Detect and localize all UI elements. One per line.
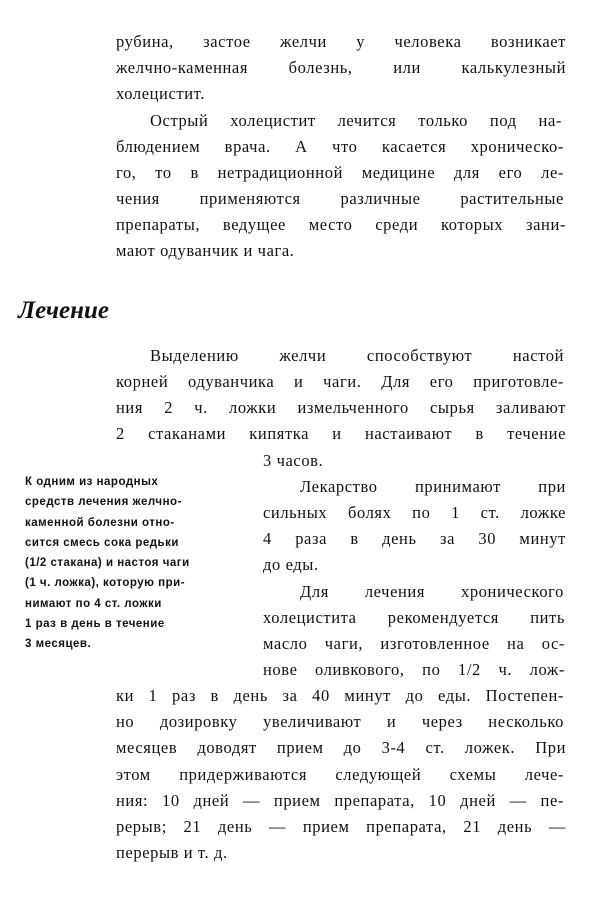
- sidebar-note: [25, 472, 233, 655]
- text-line: Лекарство принимают при: [300, 477, 566, 496]
- text-line: го, то в нетрадиционной медицине для его ле-: [116, 163, 564, 182]
- text-line: 3 часов.: [263, 451, 324, 470]
- note-line: 1 раз в день в течение: [25, 618, 165, 631]
- text-line: блюдением врача. А что касается хроническо-: [116, 137, 564, 156]
- text-line: нове оливкового, по 1/2 ч. лож-: [263, 660, 565, 679]
- text-line: ки 1 раз в день за 40 минут до еды. Постепен-: [116, 686, 564, 705]
- text-line: месяцев доводят прием до 3-4 ст. ложек. При: [116, 738, 566, 757]
- text-line: ния 2 ч. ложки измельченного сырья заливают: [116, 398, 566, 417]
- note-line: (1 ч. ложка), которую при-: [25, 577, 186, 590]
- text-line: рубина, застое желчи у человека возникает: [116, 32, 566, 51]
- text-line: рерыв; 21 день — прием препарата, 21 день —: [116, 817, 566, 836]
- text-line: масло чаги, изготовленное на ос-: [263, 634, 565, 653]
- text-line: этом придерживаются следующей схемы лече-: [116, 765, 564, 784]
- note-line: средств лечения желчно-: [25, 496, 182, 509]
- text-line: 2 стаканами кипятка и настаивают в течение: [116, 424, 566, 443]
- text-line: Для лечения хронического: [300, 582, 564, 601]
- note-line: 3 месяцев.: [25, 638, 92, 651]
- text-line: Острый холецистит лечится только под на-: [150, 111, 562, 130]
- text-line: ния: 10 дней — прием препарата, 10 дней — пе-: [116, 791, 564, 810]
- text-line: перерыв и т. д.: [116, 843, 228, 862]
- note-line: нимают по 4 ст. ложки: [25, 597, 162, 610]
- text-line: чения применяются различные растительные: [116, 189, 564, 208]
- note-line: каменной болезни отно-: [25, 516, 175, 529]
- text-line: холецистита рекомендуется пить: [263, 608, 565, 627]
- text-line: Выделению желчи способствуют настой: [150, 346, 564, 365]
- note-line: (1/2 стакана) и настоя чаги: [25, 557, 190, 570]
- note-line: К одним из народных: [25, 476, 159, 488]
- section-heading: Лечение: [18, 297, 110, 324]
- text-line: мают одуванчик и чага.: [116, 241, 295, 260]
- text-line: холецистит.: [116, 84, 205, 103]
- text-line: желчно-каменная болезнь, или калькулезный: [116, 58, 566, 77]
- text-line: но дозировку увеличивают и через несколько: [116, 712, 564, 731]
- text-line: препараты, ведущее место среди которых зани-: [116, 215, 566, 234]
- note-line: сится смесь сока редьки: [25, 536, 179, 549]
- text-line: сильных болях по 1 ст. ложке: [263, 503, 566, 522]
- text-line: 4 раза в день за 30 минут: [263, 529, 566, 548]
- text-line: до еды.: [263, 555, 319, 574]
- text-line: корней одуванчика и чаги. Для его приготовле-: [116, 372, 564, 391]
